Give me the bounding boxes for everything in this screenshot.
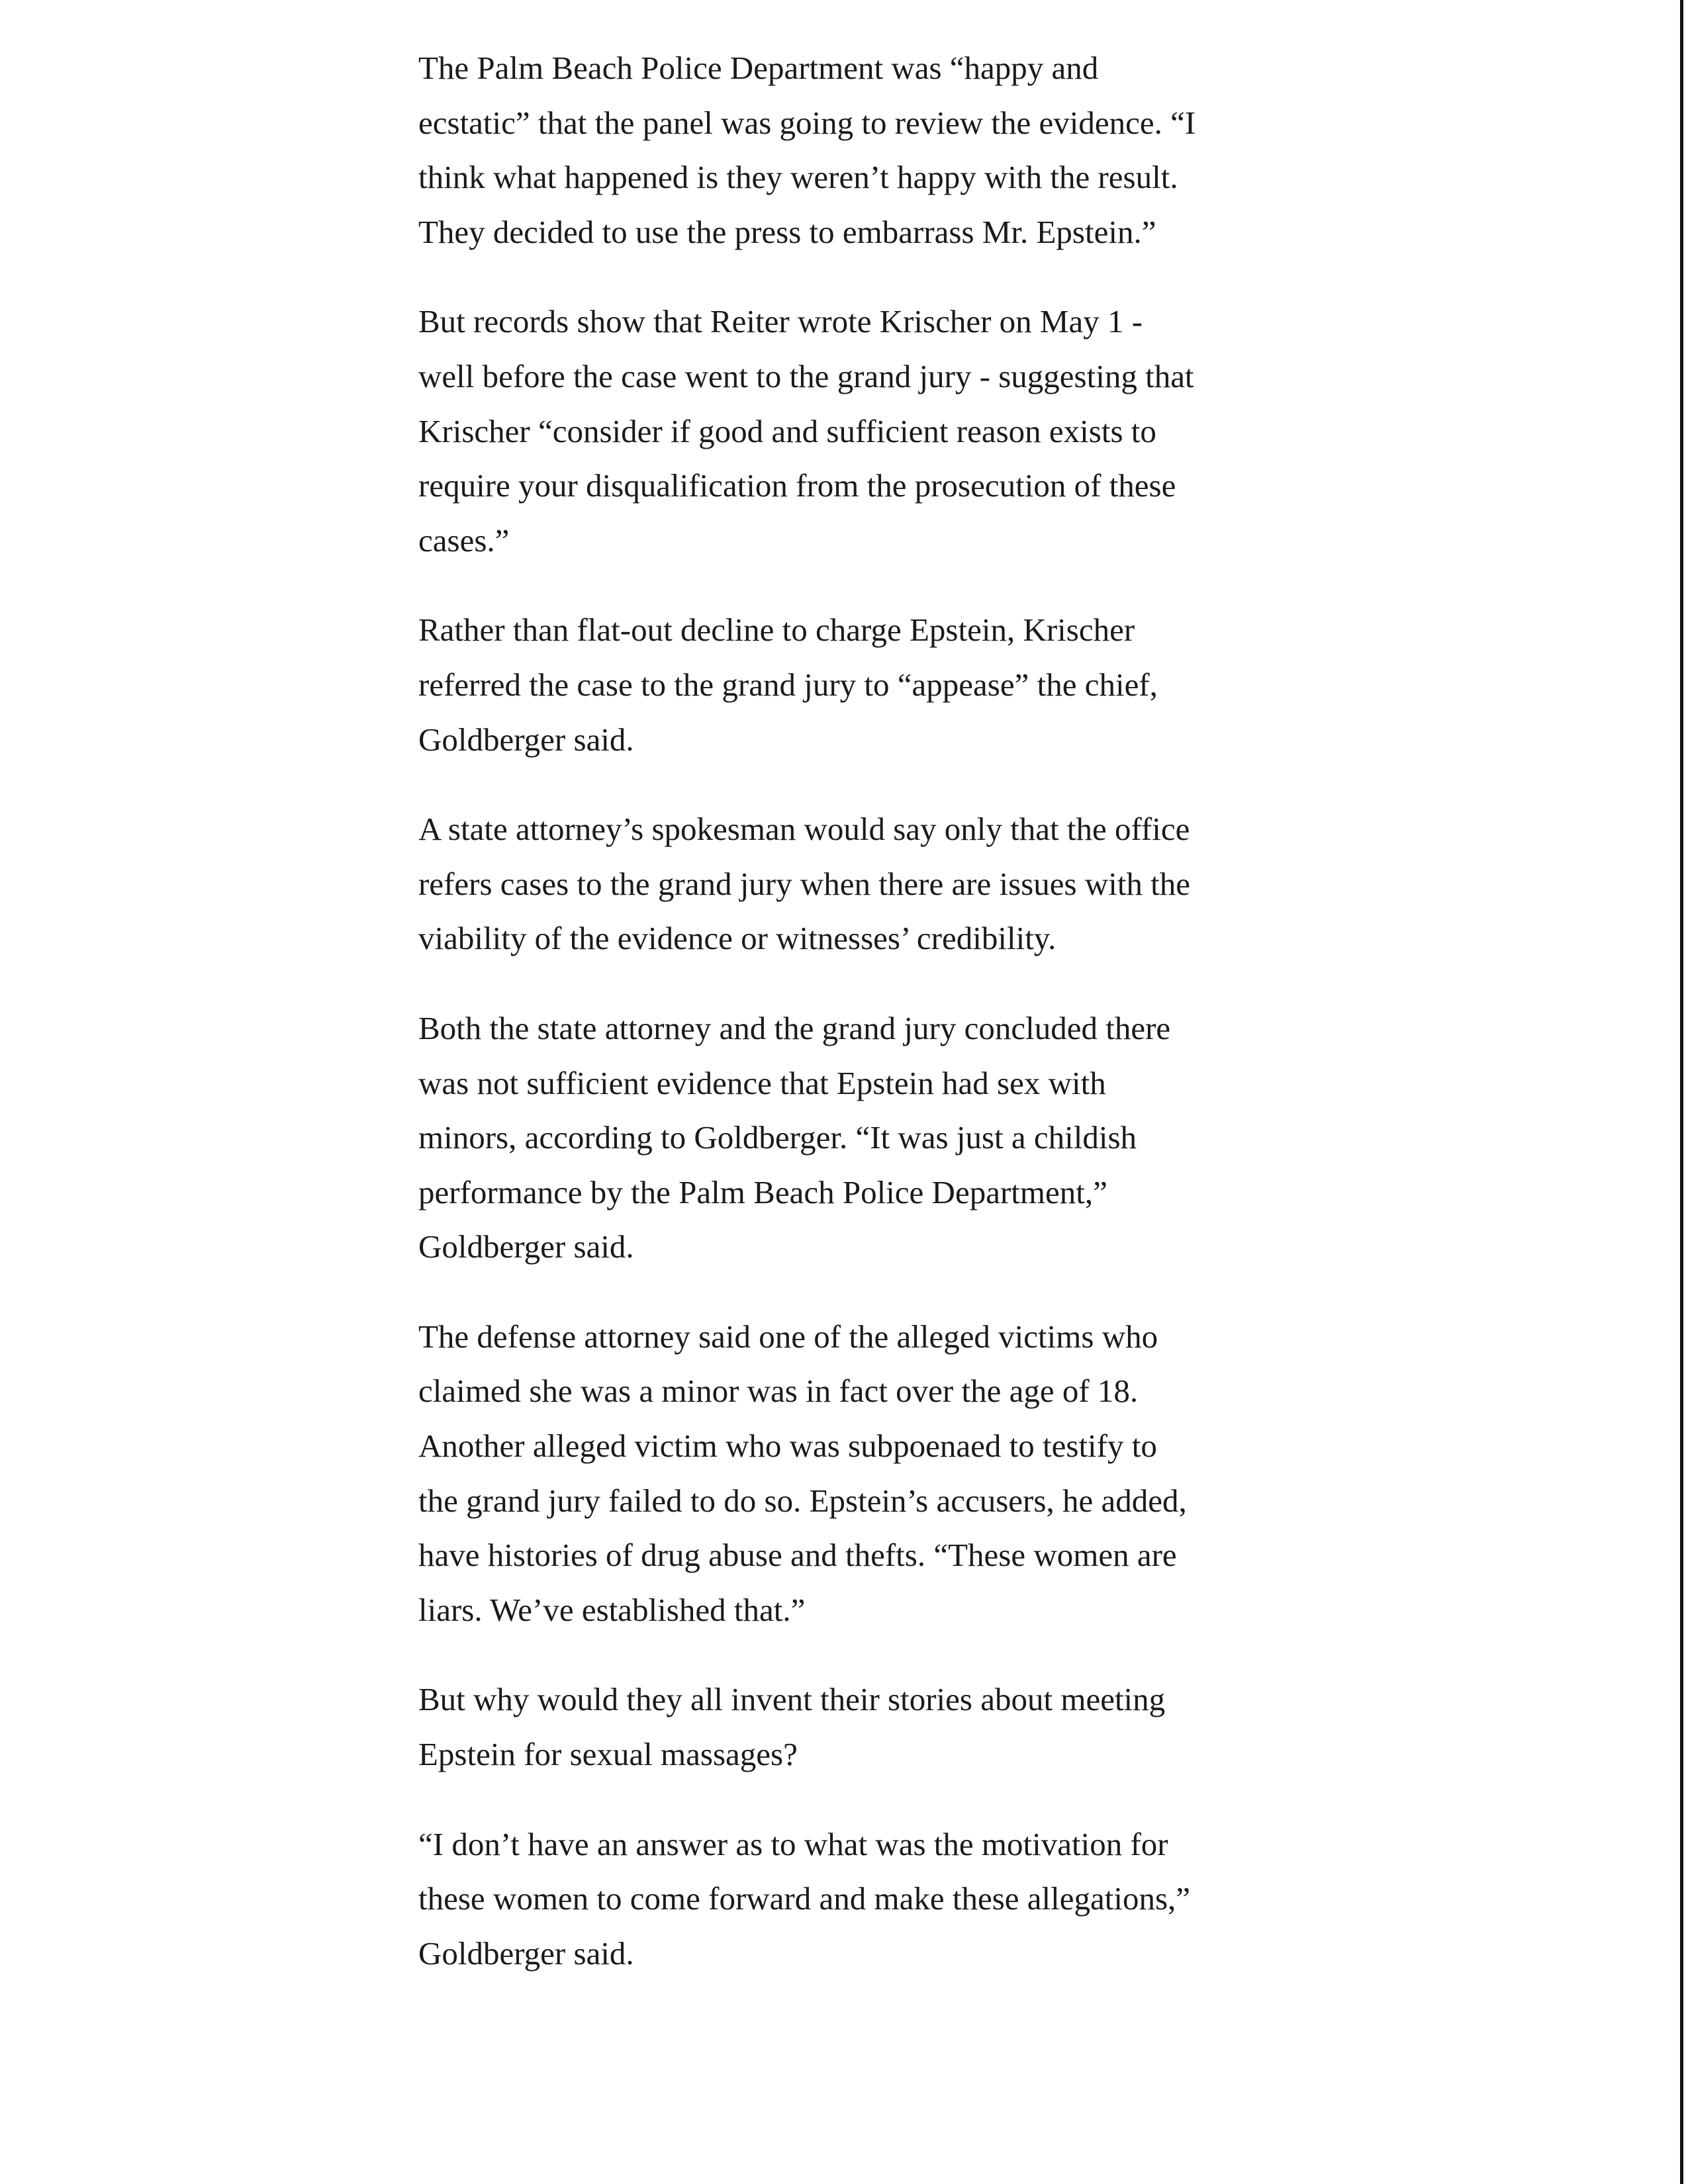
paragraph-2: But records show that Reiter wrote Krischer on May 1 - well before the case went to the grand jury - suggesting that Krischer “consider if good and sufficient reason exists to require your disqualification from the prosecution of these cases.” — [418, 303, 1194, 559]
paragraph-4: A state attorney’s spokesman would say only that the office refers cases to the grand jury when there are issues with the viability of the evidence or witnesses’ credibility. — [418, 811, 1191, 957]
paragraph-3: Rather than flat-out decline to charge Epstein, Krischer referred the case to the grand jury to “appease” the chief, Goldberger said. — [418, 612, 1158, 758]
paragraph-8: “I don’t have an answer as to what was the motivation for these women to come forward and make these allegations,” Goldberger said. — [418, 1825, 1191, 1972]
paragraph-7: But why would they all invent their stories about meeting Epstein for sexual massages? — [418, 1681, 1166, 1773]
article-body — [418, 41, 1272, 2016]
paragraph-5: Both the state attorney and the grand jury concluded there was not sufficient evidence that Epstein had sex with minors, according to Goldberger. “It was just a childish performance by the Palm Beach Police Department,” Goldberger said. — [418, 1009, 1171, 1265]
paragraph-6: The defense attorney said one of the alleged victims who claimed she was a minor was in fact over the age of 18. Another alleged victim who was subpoenaed to testify to the grand jury failed to do so. Epstein’s accusers, he added, have histories of drug abuse and thefts. “These women are liars. We’ve established that.” — [418, 1318, 1187, 1628]
paragraph-1: The Palm Beach Police Department was “happy and ecstatic” that the panel was going to review the evidence. “I think what happened is they weren’t happy with the result. They decided to use the press to embarrass Mr. Epstein.” — [418, 50, 1196, 250]
page-edge-divider — [1680, 0, 1683, 2184]
